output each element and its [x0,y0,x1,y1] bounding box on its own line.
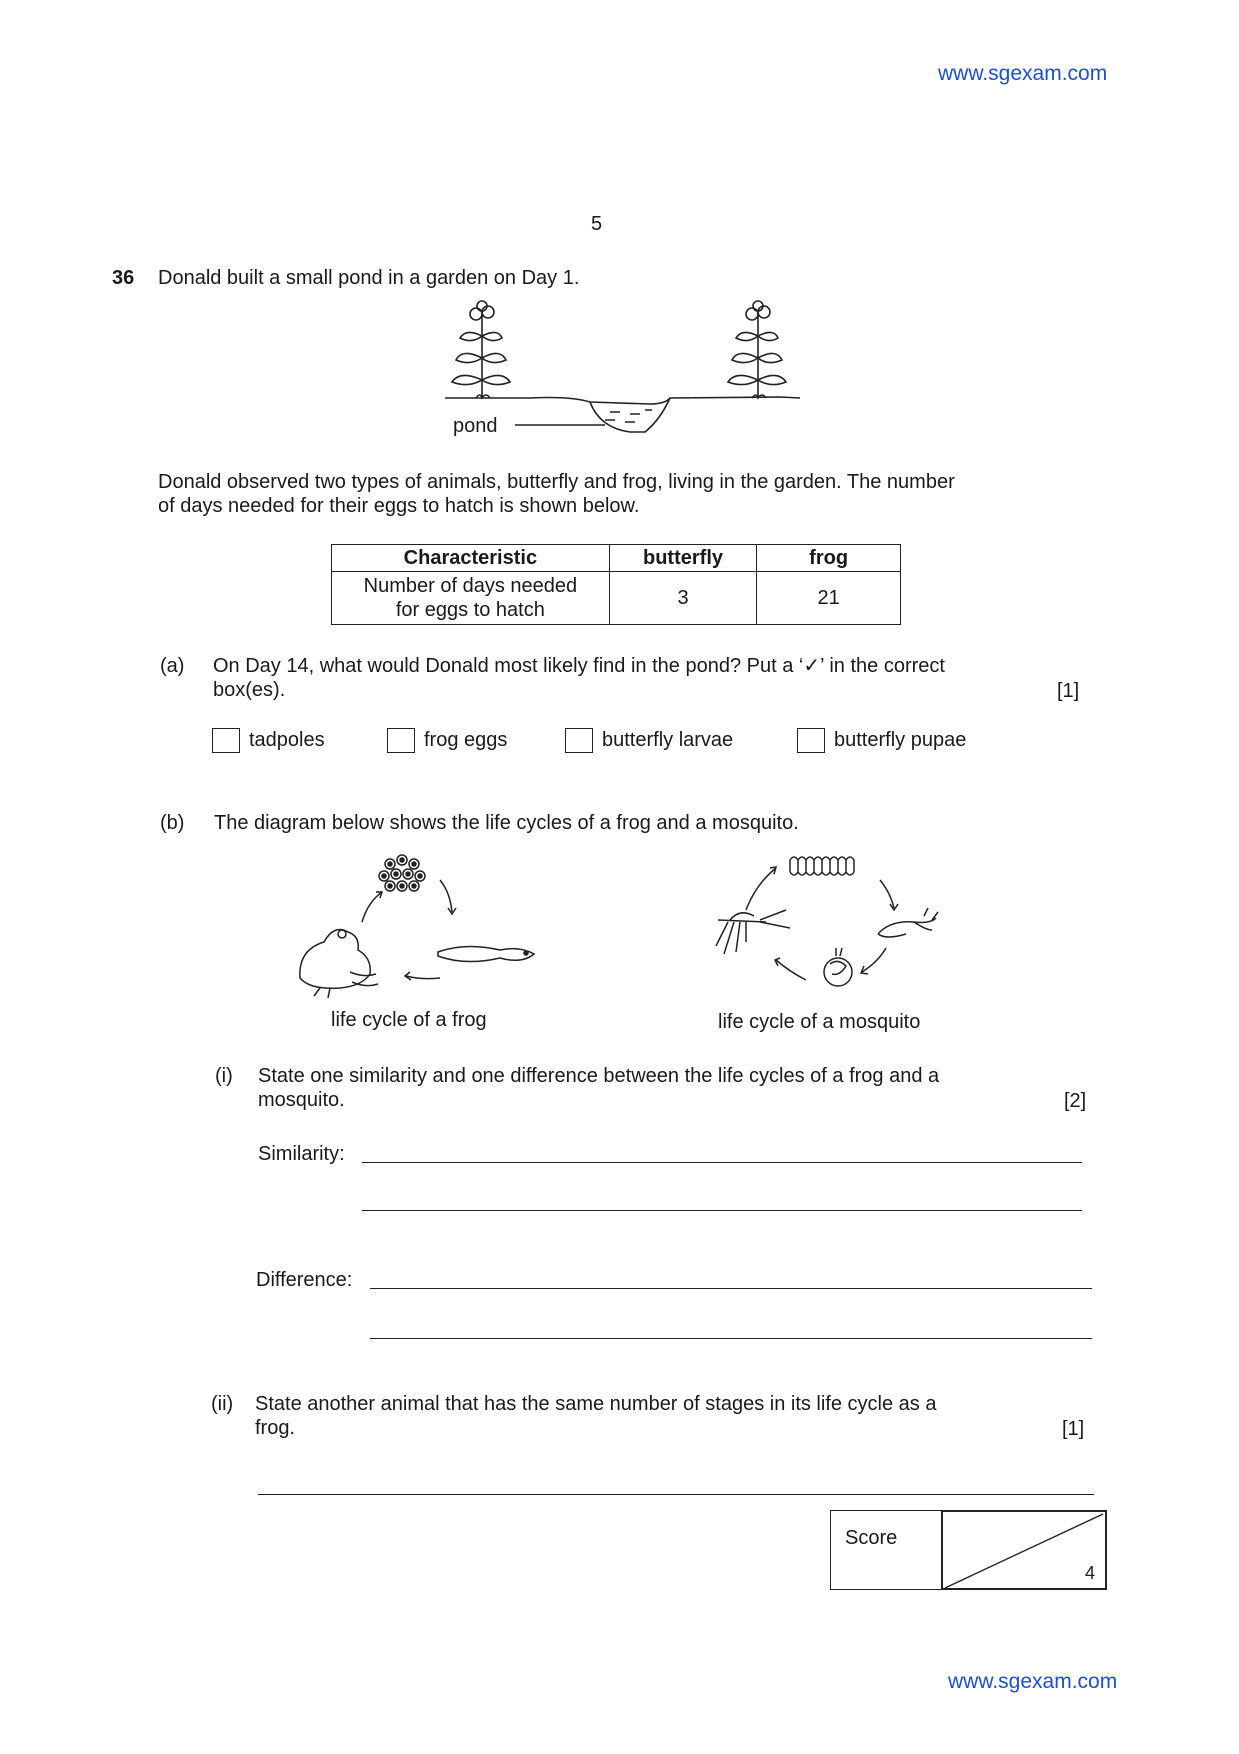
table-row-label-line1: Number of days needed [363,575,578,597]
table-cell-frog: 21 [757,572,901,625]
mosquito-pupa-icon [824,948,852,986]
question-number: 36 [112,267,135,289]
option-butterfly-larvae [565,728,733,753]
option-label-tadpoles: tadpoles [249,729,325,751]
difference-answer-line-2[interactable] [370,1338,1092,1339]
part-b-i-line2: mosquito. [258,1089,345,1111]
part-b-ii-label: (ii) [211,1393,234,1415]
similarity-label: Similarity: [258,1143,345,1165]
caption-frog: life cycle of a frog [331,1009,487,1031]
difference-answer-line-1[interactable] [370,1288,1092,1289]
option-butterfly-pupae [797,728,966,753]
mosquito-adult-icon [716,910,790,954]
description-line1: Donald observed two types of animals, butterfly and frog, living in the garden. The number [158,471,955,493]
score-box[interactable] [941,1510,1107,1590]
frog-eggs-icon [379,855,425,891]
table-row-label [332,572,610,625]
part-a-line2: box(es). [213,679,286,701]
part-a-marks: [1] [1057,680,1080,702]
part-b-ii-line1: State another animal that has the same number of stages in its life cycle as a [255,1393,937,1415]
option-frog-eggs [387,728,507,753]
frog-life-cycle-diagram [290,850,550,1005]
part-a-line1: On Day 14, what would Donald most likely find in the pond? Put a ‘✓’ in the correct [213,655,945,677]
checkbox-tadpoles[interactable] [212,728,240,753]
tadpole-icon [438,946,534,961]
header-url[interactable]: www.sgexam.com [938,62,1108,85]
checkbox-frog-eggs[interactable] [387,728,415,753]
option-label-frog-eggs: frog eggs [424,729,508,751]
part-b-text: The diagram below shows the life cycles of a frog and a mosquito. [214,812,799,834]
part-b-ii-marks: [1] [1062,1418,1085,1440]
score-total: 4 [1084,1563,1095,1583]
table-row-label-line2: for eggs to hatch [395,599,545,621]
option-tadpoles [212,728,325,753]
part-b-ii-line2: frog. [255,1417,296,1439]
hatch-days-table [331,544,901,625]
score-label: Score [845,1527,898,1549]
question-intro: Donald built a small pond in a garden on Day 1. [158,267,580,289]
page-number: 5 [591,213,603,235]
score-label-box [830,1510,942,1590]
part-a-label: (a) [160,655,185,677]
table-cell-butterfly: 3 [609,572,757,625]
checkbox-butterfly-pupae[interactable] [797,728,825,753]
table-header-characteristic: Characteristic [332,545,610,572]
table-header-row [332,545,901,572]
part-b-label: (b) [160,812,185,834]
mosquito-larva-icon [878,908,938,937]
score-divider [941,1510,1107,1590]
frog-icon [300,930,378,998]
table-header-frog: frog [757,545,901,572]
similarity-answer-line-1[interactable] [362,1162,1082,1163]
mosquito-eggs-icon [790,857,854,875]
similarity-answer-line-2[interactable] [362,1210,1082,1211]
difference-label: Difference: [256,1269,353,1291]
checkbox-butterfly-larvae[interactable] [565,728,593,753]
table-header-butterfly: butterfly [609,545,757,572]
part-b-ii-answer-line[interactable] [258,1494,1094,1495]
footer-url[interactable]: www.sgexam.com [948,1670,1118,1693]
table-row [332,572,901,625]
mosquito-life-cycle-diagram [710,850,950,1005]
part-b-i-line1: State one similarity and one difference between the life cycles of a frog and a [258,1065,940,1087]
part-b-i-label: (i) [215,1065,233,1087]
pond-label: pond [453,415,498,437]
option-label-butterfly-pupae: butterfly pupae [834,729,967,751]
option-label-butterfly-larvae: butterfly larvae [602,729,734,751]
part-b-i-marks: [2] [1064,1090,1087,1112]
description-line2: of days needed for their eggs to hatch is shown below. [158,495,640,517]
caption-mosquito: life cycle of a mosquito [718,1011,921,1033]
